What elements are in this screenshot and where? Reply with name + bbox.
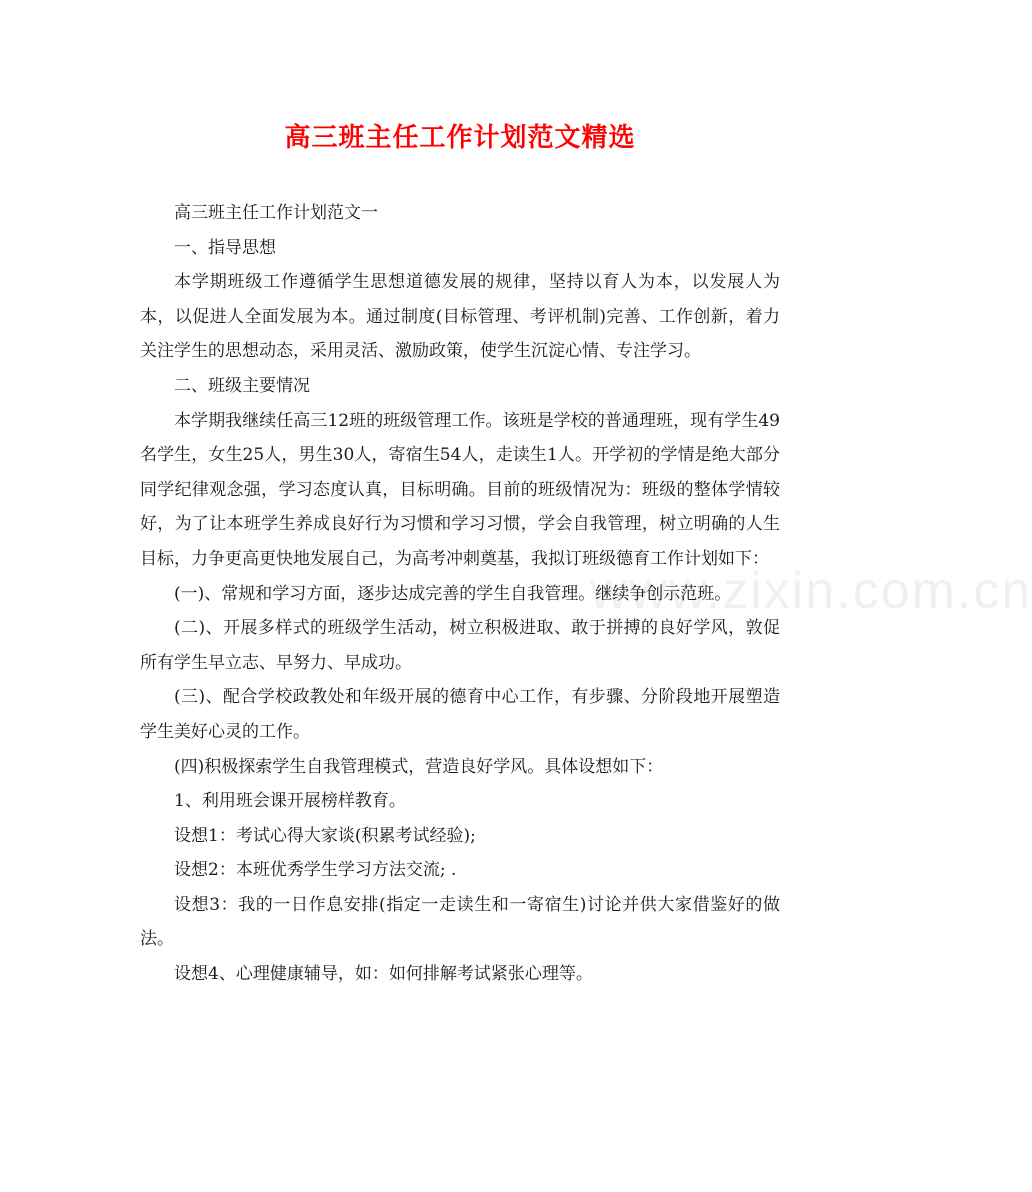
list-item: 设想4、心理健康辅导，如：如何排解考试紧张心理等。: [174, 964, 593, 985]
paragraph: 本学期班级工作遵循学生思想道德发展的规律，坚持以育人为本，以发展人为本，以促进人全面发展为本。通过制度(目标管理、考评机制)完善、工作创新，着力关注学生的思想动态，采用灵活、激励政策，使学生沉淀心情、专注学习。: [140, 272, 780, 362]
section-heading: 二、班级主要情况: [174, 375, 310, 396]
document-body: [140, 196, 780, 992]
section-heading: 高三班主任工作计划范文一: [174, 203, 378, 223]
paragraph: (三)、配合学校政教处和年级开展的德育中心工作，有步骤、分阶段地开展塑造学生美好心灵的工作。: [140, 687, 780, 742]
section-heading: 一、指导思想: [174, 237, 276, 258]
list-item: 1、利用班会课开展榜样教育。: [174, 791, 406, 812]
paragraph: (二)、开展多样式的班级学生活动，树立积极进取、敢于拼搏的良好学风，敦促所有学生早立志、早努力、早成功。: [140, 618, 780, 673]
list-item: 设想3：我的一日作息安排(指定一走读生和一寄宿生)讨论并供大家借鉴好的做法。: [140, 894, 780, 950]
paragraph: 本学期我继续任高三12班的班级管理工作。该班是学校的普通理班，现有学生49名学生，女生25人，男生30人，寄宿生54人，走读生1人。开学初的学情是绝大部分同学纪律观念强，学习态度认真，目标明确。目前的班级情况为：班级的整体学情较好，为了让本班学生养成良好行为习惯和学习习惯，学会自我管理，树立明确的人生目标，力争更高更快地发展自己，为高考冲刺奠基，我拟订班级德育工作计划如下：: [140, 410, 780, 569]
list-item: 设想1：考试心得大家谈(积累考试经验);: [174, 825, 476, 846]
paragraph: (四)积极探索学生自我管理模式，营造良好学风。具体设想如下：: [174, 756, 664, 777]
paragraph: (一)、常规和学习方面，逐步达成完善的学生自我管理。继续争创示范班。: [174, 583, 732, 604]
watermark: www.zixin.com.cn: [590, 562, 1032, 620]
document-title: 高三班主任工作计划范文精选: [284, 123, 636, 153]
list-item: 设想2：本班优秀学生学习方法交流; .: [174, 860, 457, 881]
